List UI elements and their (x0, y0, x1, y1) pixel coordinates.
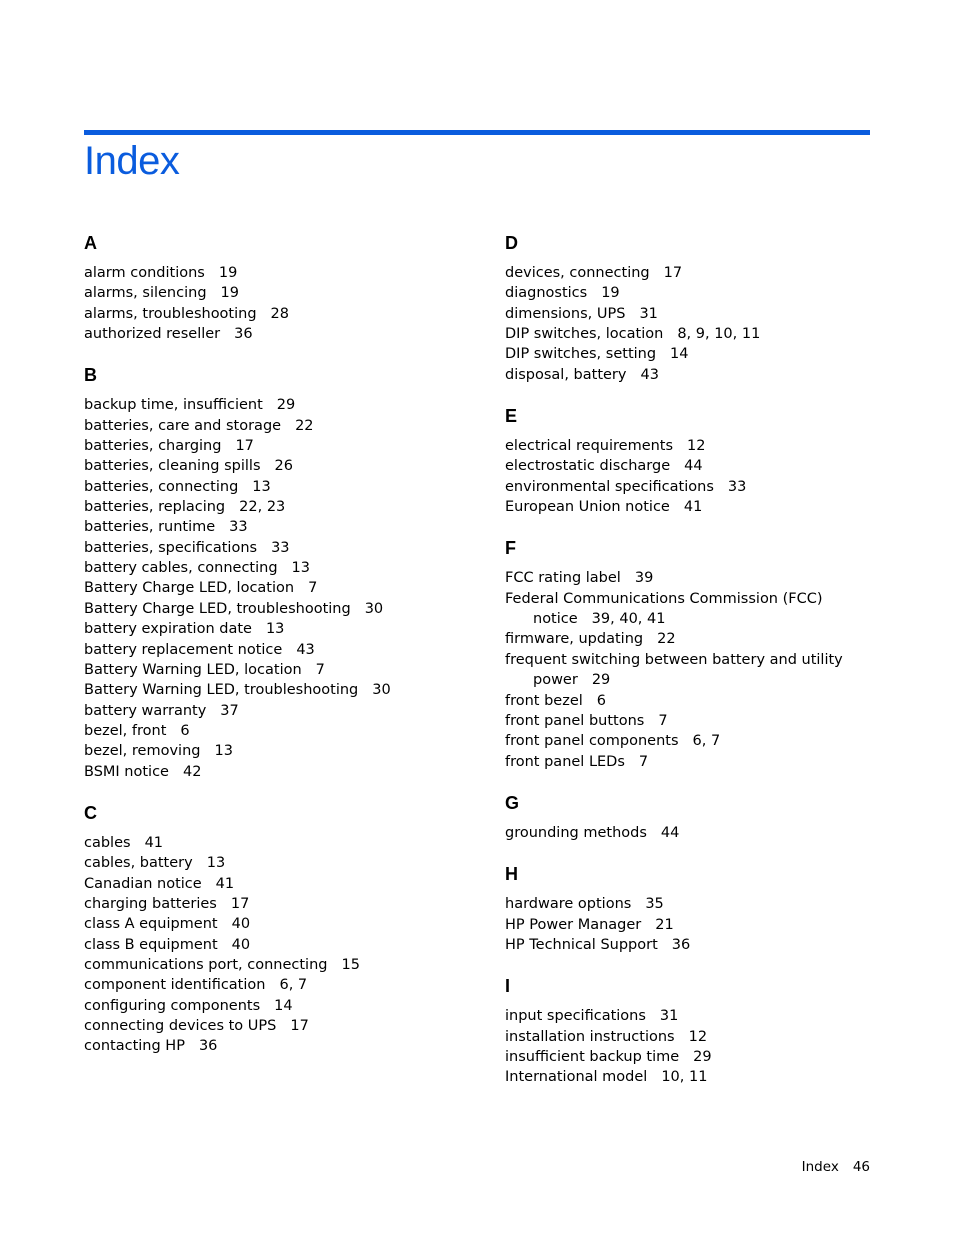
entry-term: class A equipment (84, 916, 218, 933)
entry-term: frequent switching between battery and utility (505, 651, 843, 668)
index-column-left (84, 232, 444, 1077)
index-entry (84, 477, 444, 497)
index-entry (84, 304, 444, 324)
index-entry (84, 660, 444, 680)
entry-pages: 44 (660, 824, 680, 841)
entry-pages: 29 (693, 1048, 712, 1065)
index-entry (84, 975, 444, 995)
entry-pages: 13 (252, 478, 271, 495)
entry-term: batteries, replacing (84, 499, 226, 516)
index-entry (84, 416, 444, 436)
entry-term: electrical requirements (505, 438, 674, 455)
entry-term: battery replacement notice (84, 641, 283, 658)
entry-term: component identification (84, 977, 266, 994)
index-entry (84, 853, 444, 873)
index-entry (505, 283, 865, 303)
entry-pages: 8, 9, 10, 11 (677, 326, 761, 343)
entry-term: front panel buttons (505, 712, 645, 729)
index-entry (505, 650, 865, 670)
entry-term: environmental specifications (505, 478, 714, 495)
section-letter: C (84, 802, 97, 823)
index-entry (505, 568, 865, 588)
entry-pages: 43 (296, 641, 315, 658)
entry-pages: 33 (271, 539, 290, 556)
entry-pages: 12 (687, 438, 706, 455)
index-entry (84, 497, 444, 517)
index-entry (84, 263, 444, 283)
index-entry (505, 497, 865, 517)
index-section-c (84, 802, 444, 1057)
index-entry (505, 304, 865, 324)
index-entry (84, 955, 444, 975)
entry-term: DIP switches, setting (505, 346, 657, 363)
entry-term: front bezel (505, 692, 583, 709)
entry-pages: 44 (684, 458, 703, 475)
section-letter: H (505, 864, 518, 885)
index-entry (84, 517, 444, 537)
entry-pages: 28 (270, 305, 289, 322)
index-entry (84, 640, 444, 660)
entry-term: Battery Charge LED, troubleshooting (84, 600, 351, 617)
index-entry (505, 935, 865, 955)
entry-term: contacting HP (84, 1038, 185, 1055)
index-entry (84, 324, 444, 344)
index-entry (84, 599, 444, 619)
index-entry (505, 365, 865, 385)
entry-term: alarms, silencing (84, 285, 207, 302)
index-entry (505, 1006, 865, 1026)
entry-term: HP Technical Support (505, 936, 658, 953)
entry-pages: 29 (591, 672, 611, 689)
index-entry (505, 477, 865, 497)
entry-term: devices, connecting (505, 265, 650, 281)
entry-term: backup time, insufficient (84, 397, 263, 414)
entry-term: batteries, runtime (84, 519, 216, 536)
entry-term: installation instructions (505, 1028, 675, 1045)
entry-pages: 36 (671, 936, 691, 953)
index-section-g (505, 792, 865, 843)
entry-pages: 37 (220, 702, 239, 719)
index-entry (84, 833, 444, 853)
index-section-d (505, 232, 865, 385)
page-title: Index (84, 139, 180, 183)
index-section-f (505, 537, 865, 771)
entry-pages: 30 (372, 682, 391, 699)
index-entry (84, 538, 444, 558)
entry-term: HP Power Manager (505, 916, 642, 933)
entry-term-continuation: notice (533, 611, 578, 628)
index-entry (505, 324, 865, 344)
index-entry (505, 711, 865, 731)
index-section-a (84, 232, 444, 344)
entry-pages: 30 (364, 600, 384, 617)
entry-term-continuation: power (533, 672, 578, 689)
entry-pages: 21 (655, 916, 674, 933)
index-entry (84, 894, 444, 914)
entry-pages: 7 (638, 753, 649, 770)
index-section-e (505, 405, 865, 517)
index-entry (505, 1067, 865, 1087)
section-letter: E (505, 406, 518, 427)
index-entry (505, 731, 865, 751)
entry-pages: 17 (235, 438, 254, 455)
entry-term: class B equipment (84, 936, 218, 953)
entry-pages: 31 (639, 305, 658, 322)
entry-pages: 7 (308, 580, 318, 597)
entry-term: batteries, connecting (84, 478, 239, 495)
entry-term: diagnostics (505, 285, 588, 302)
section-letter: D (505, 233, 518, 253)
entry-pages: 6 (596, 692, 607, 709)
entry-pages: 41 (144, 834, 164, 851)
entry-term: Federal Communications Commission (FCC) (505, 590, 823, 607)
index-entry (84, 395, 444, 415)
index-column-right (505, 232, 865, 1108)
entry-term: Battery Warning LED, location (84, 661, 302, 678)
entry-term: Canadian notice (84, 875, 202, 892)
entry-pages: 6 (180, 722, 190, 739)
entry-term: battery warranty (84, 702, 207, 719)
index-section-b (84, 364, 444, 782)
entry-pages: 39 (634, 570, 654, 587)
entry-pages: 17 (290, 1018, 309, 1034)
index-entry (84, 935, 444, 955)
index-entry (505, 629, 865, 649)
entry-pages: 41 (215, 875, 235, 892)
index-entry-continuation (505, 670, 865, 690)
entry-term: cables (84, 834, 131, 851)
entry-pages: 19 (218, 265, 238, 281)
index-entry (84, 619, 444, 639)
entry-pages: 35 (645, 896, 664, 913)
entry-pages: 36 (198, 1038, 218, 1055)
index-entry (505, 691, 865, 711)
section-letter: F (505, 538, 516, 559)
entry-term: front panel components (505, 733, 679, 750)
entry-term: batteries, cleaning spills (84, 458, 261, 475)
entry-pages: 13 (291, 560, 310, 577)
entry-pages: 13 (214, 743, 233, 760)
entry-pages: 39, 40, 41 (591, 611, 666, 628)
entry-term: battery cables, connecting (84, 560, 278, 577)
entry-term: firmware, updating (505, 631, 644, 648)
index-entry (84, 1036, 444, 1056)
entry-pages: 13 (265, 621, 285, 638)
entry-term: European Union notice (505, 499, 670, 516)
entry-pages: 14 (274, 997, 293, 1014)
entry-term: bezel, removing (84, 743, 201, 760)
section-letter: A (84, 233, 97, 253)
entry-pages: 19 (601, 285, 620, 302)
index-entry (84, 996, 444, 1016)
entry-pages: 13 (206, 855, 226, 872)
entry-term: communications port, connecting (84, 956, 328, 973)
entry-term: batteries, charging (84, 438, 222, 455)
entry-term: grounding methods (505, 824, 647, 841)
entry-term: hardware options (505, 896, 632, 913)
entry-term: FCC rating label (505, 570, 621, 587)
entry-pages: 7 (658, 712, 668, 729)
index-entry-continuation (505, 609, 865, 629)
entry-term: Battery Charge LED, location (84, 580, 295, 597)
entry-term: cables, battery (84, 855, 193, 872)
section-letter: G (505, 792, 520, 813)
entry-term: alarm conditions (84, 265, 205, 281)
entry-pages: 40 (231, 916, 251, 933)
index-entry (84, 762, 444, 782)
index-entry (505, 915, 865, 935)
entry-pages: 26 (274, 458, 293, 475)
entry-pages: 6, 7 (692, 733, 721, 750)
index-section-i (505, 975, 865, 1087)
entry-pages: 19 (220, 285, 239, 302)
entry-pages: 15 (341, 956, 360, 973)
index-entry (505, 1047, 865, 1067)
entry-pages: 43 (640, 366, 659, 383)
index-entry (84, 578, 444, 598)
entry-pages: 10, 11 (661, 1069, 708, 1086)
index-entry (84, 436, 444, 456)
entry-pages: 12 (688, 1028, 708, 1045)
entry-pages: 17 (230, 895, 250, 912)
footer-label: Index (801, 1159, 839, 1175)
index-entry (505, 589, 865, 609)
entry-pages: 17 (663, 265, 683, 281)
index-entry (505, 436, 865, 456)
entry-pages: 36 (234, 326, 253, 343)
entry-term: batteries, specifications (84, 539, 258, 556)
entry-pages: 33 (229, 519, 248, 536)
entry-term: input specifications (505, 1008, 646, 1025)
entry-term: BSMI notice (84, 763, 169, 780)
entry-term: DIP switches, location (505, 326, 664, 343)
index-entry (84, 874, 444, 894)
index-entry (505, 752, 865, 772)
index-entry (84, 914, 444, 934)
entry-term: charging batteries (84, 895, 217, 912)
index-entry (505, 456, 865, 476)
index-entry (505, 263, 865, 283)
entry-term: configuring components (84, 997, 261, 1014)
index-entry (84, 680, 444, 700)
index-entry (84, 741, 444, 761)
entry-term: authorized reseller (84, 326, 221, 343)
index-entry (505, 1027, 865, 1047)
index-entry (84, 283, 444, 303)
entry-pages: 41 (683, 499, 703, 516)
header-rule (84, 130, 870, 135)
entry-term: battery expiration date (84, 621, 252, 638)
index-entry (84, 701, 444, 721)
entry-term: Battery Warning LED, troubleshooting (84, 682, 359, 699)
entry-term: International model (505, 1069, 648, 1086)
footer-page-number: 46 (852, 1159, 870, 1175)
entry-pages: 14 (670, 346, 689, 363)
entry-term: insufficient backup time (505, 1048, 680, 1065)
entry-term: batteries, care and storage (84, 417, 282, 434)
entry-term: connecting devices to UPS (84, 1018, 277, 1034)
entry-pages: 6, 7 (279, 977, 308, 994)
index-entry (84, 1016, 444, 1036)
index-entry (84, 721, 444, 741)
entry-pages: 33 (727, 478, 747, 495)
entry-pages: 22, 23 (239, 499, 286, 516)
index-entry (505, 894, 865, 914)
entry-term: front panel LEDs (505, 753, 625, 770)
entry-term: electrostatic discharge (505, 458, 671, 475)
entry-term: disposal, battery (505, 366, 627, 383)
page-footer (802, 1158, 870, 1176)
entry-term: bezel, front (84, 722, 167, 739)
entry-pages: 42 (182, 763, 202, 780)
index-entry (84, 456, 444, 476)
entry-pages: 31 (659, 1008, 679, 1025)
entry-term: alarms, troubleshooting (84, 305, 257, 322)
index-section-h (505, 863, 865, 955)
entry-pages: 22 (657, 631, 676, 648)
section-letter: B (84, 365, 97, 386)
entry-term: dimensions, UPS (505, 305, 626, 322)
index-entry (505, 344, 865, 364)
index-entry (505, 823, 865, 843)
entry-pages: 7 (315, 661, 325, 678)
index-entry (84, 558, 444, 578)
section-letter: I (505, 976, 511, 997)
entry-pages: 29 (276, 397, 296, 414)
entry-pages: 22 (295, 417, 314, 434)
entry-pages: 40 (231, 936, 251, 953)
